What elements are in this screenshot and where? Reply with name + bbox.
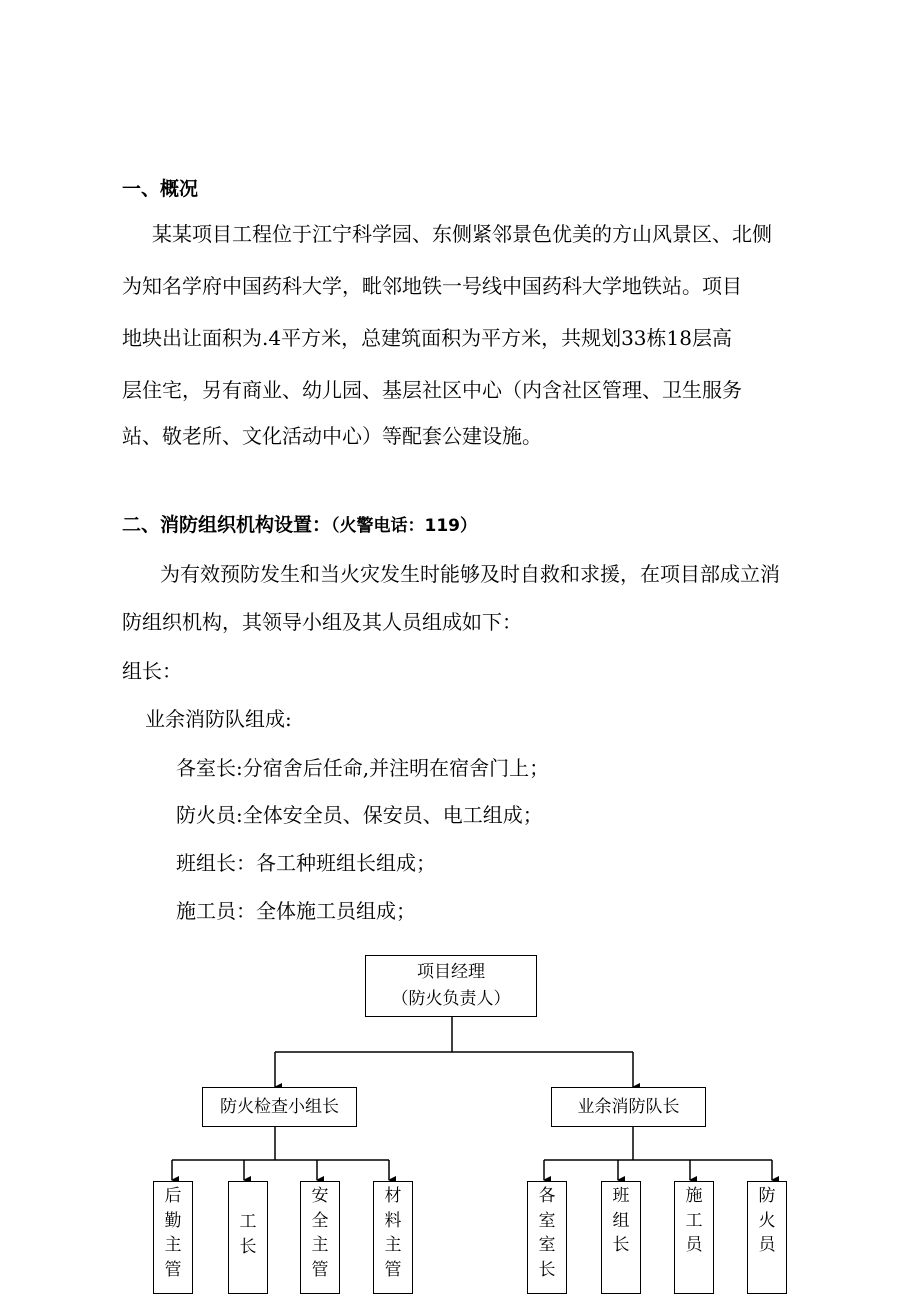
org-box-child: [601, 1181, 641, 1294]
org-box-child-label: 安全主管: [311, 1186, 329, 1280]
org-box-child-label: 工长: [239, 1212, 257, 1257]
fire-phone-note: （火警电话：119）: [331, 516, 478, 536]
org-box-fire-inspection-leader: 防火检查小组长: [202, 1087, 357, 1127]
org-box-child: [527, 1181, 567, 1294]
intro-line: 为有效预防发生和当火灾发生时能够及时自救和求援，在项目部成立消: [160, 562, 780, 586]
org-box-title: 项目经理: [417, 962, 485, 982]
heading-text: 二、消防组织机构设置：: [122, 514, 332, 536]
org-box-child: [373, 1181, 413, 1294]
intro-line: 防组织机构，其领导小组及其人员组成如下：: [122, 610, 522, 634]
org-box-child-label: 材料主管: [384, 1186, 402, 1280]
section-heading-overview: 一、概况: [122, 178, 199, 200]
org-box-child: [747, 1181, 787, 1294]
org-box-subtitle: （防火负责人）: [391, 989, 511, 1009]
member-line: 施工员：全体施工员组成；: [176, 899, 416, 923]
overview-line: 地块出让面积为.4平方米，总建筑面积为平方米，共规划33栋18层高: [122, 326, 732, 350]
org-box-child: [300, 1181, 340, 1294]
org-box-volunteer-fire-captain: 业余消防队长: [551, 1087, 706, 1127]
org-box-child: [153, 1181, 193, 1294]
org-box-child-label: 施工员: [685, 1186, 703, 1255]
team-title: 业余消防队组成:: [145, 707, 292, 731]
org-box-child: [674, 1181, 714, 1294]
org-box-project-manager: [365, 955, 537, 1017]
org-box-child-label: 班组长: [612, 1186, 630, 1255]
org-box-child-label: 各室室长: [538, 1186, 556, 1280]
org-box-child-label: 后勤主管: [164, 1186, 182, 1280]
member-line: 各室长:分宿舍后任命,并注明在宿舍门上；: [176, 756, 550, 780]
member-line: 防火员:全体安全员、保安员、电工组成；: [176, 803, 543, 827]
overview-line: 为知名学府中国药科大学，毗邻地铁一号线中国药科大学地铁站。项目: [122, 274, 742, 298]
overview-line: 层住宅，另有商业、幼儿园、基层社区中心（内含社区管理、卫生服务: [122, 378, 742, 402]
member-line: 班组长：各工种班组长组成；: [176, 851, 436, 875]
overview-line: 某某项目工程位于江宁科学园、东侧紧邻景色优美的方山风景区、北侧: [152, 222, 772, 246]
org-box-child: [228, 1181, 268, 1294]
org-box-child-label: 防火员: [758, 1186, 776, 1255]
leader-label: 组长：: [122, 659, 182, 683]
overview-line: 站、敬老所、文化活动中心）等配套公建设施。: [122, 424, 542, 448]
